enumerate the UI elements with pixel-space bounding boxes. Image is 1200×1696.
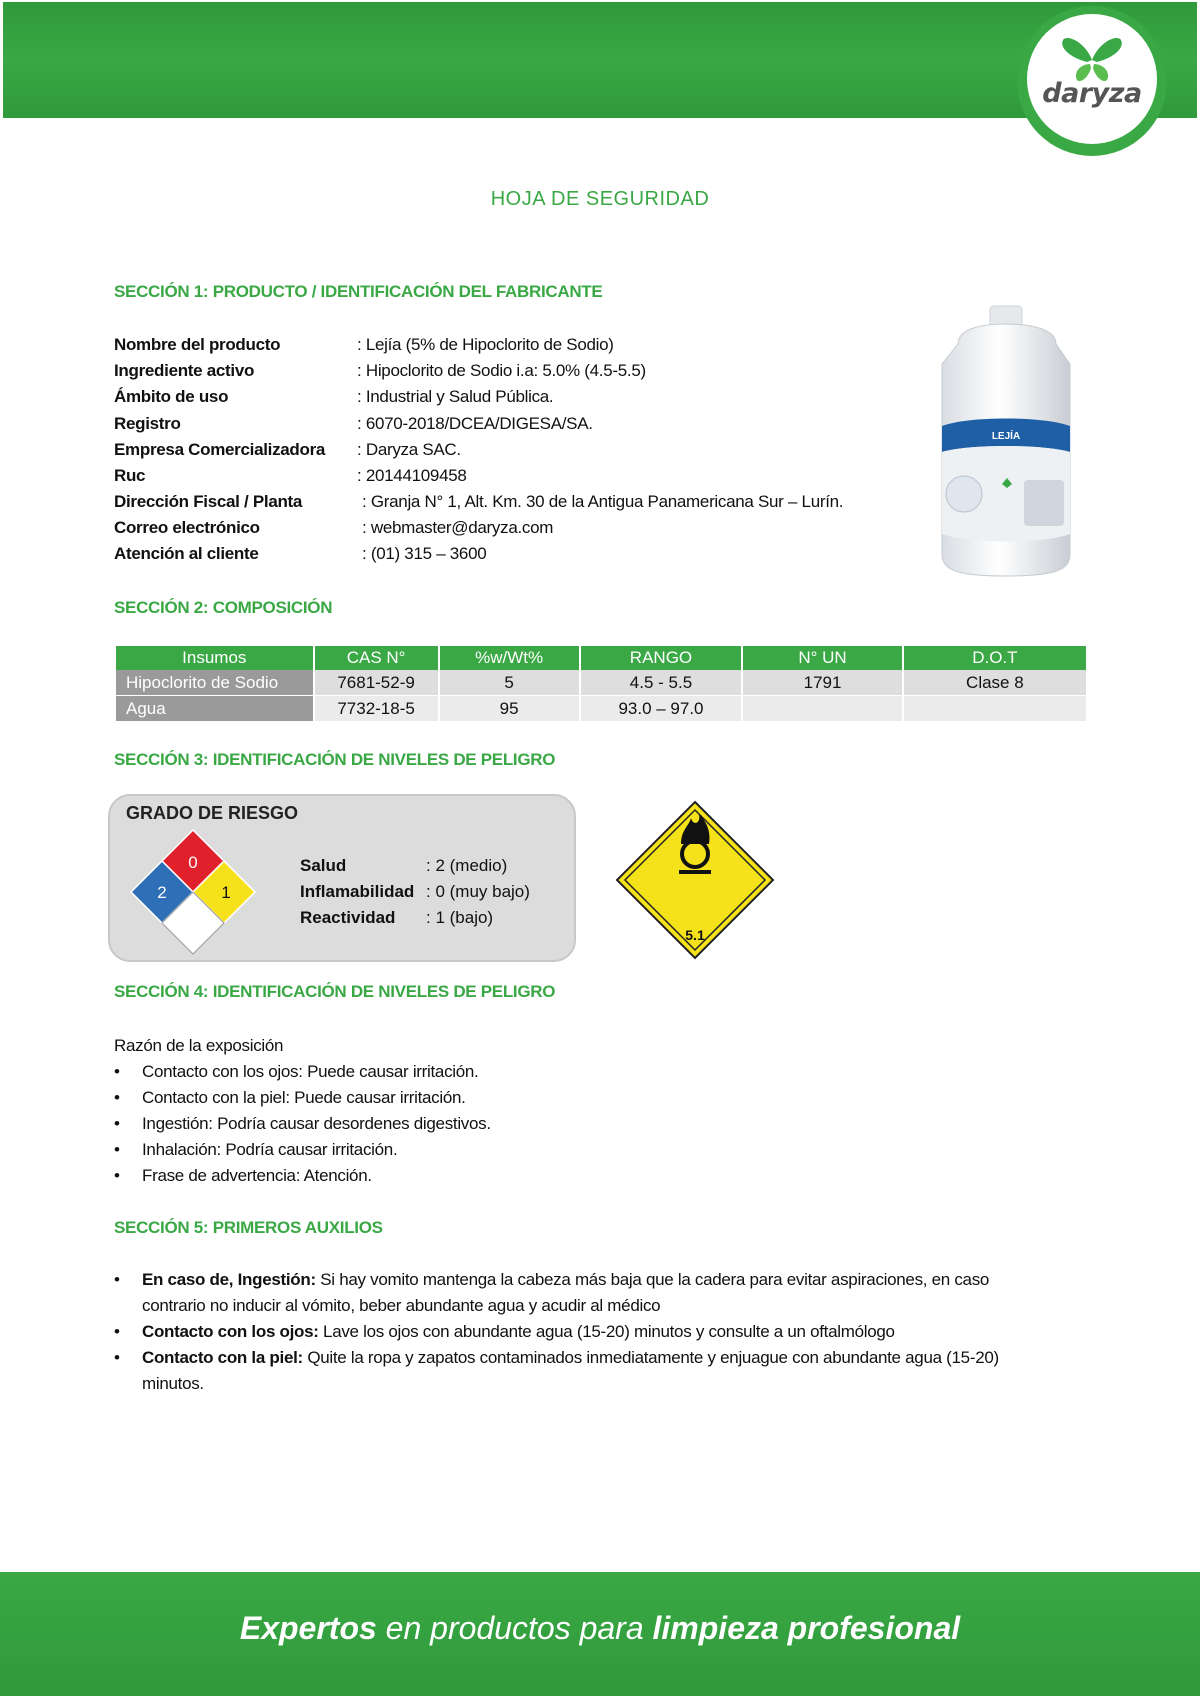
nfpa-health-value: 2 [157,883,167,902]
table-cell: 7681-52-9 [315,670,438,696]
table-cell: 7732-18-5 [315,696,438,722]
info-label-scope: Ámbito de uso [114,387,229,406]
first-aid-text-continued: minutos. [142,1374,204,1393]
composition-table [114,646,1088,722]
risk-label-health: Salud [300,856,347,875]
first-aid-text: Quite la ropa y zapatos contaminados inmediatamente y enjuague con abundante agua (15-20) [302,1348,999,1367]
table-cell: Hipoclorito de Sodio [116,670,313,696]
nfpa-diamond-icon [128,828,258,958]
info-label-company: Empresa Comercializadora [114,440,326,459]
info-value-email: : webmaster@daryza.com [362,518,554,537]
info-label-active: Ingrediente activo [114,361,255,380]
table-cell: 95 [440,696,579,722]
table-header-row [116,646,1086,670]
section5-heading: SECCIÓN 5: PRIMEROS AUXILIOS [114,1218,383,1237]
risk-label-flammability: Inflamabilidad [300,882,415,901]
header-band [3,2,1197,118]
brand-logo-text: daryza [1042,78,1142,109]
info-value-support: : (01) 315 – 3600 [362,544,487,563]
risk-value-flammability: : 0 (muy bajo) [426,882,530,901]
info-label-registry: Registro [114,414,181,433]
info-value-product: : Lejía (5% de Hipoclorito de Sodio) [357,335,614,354]
list-item-text: Inhalación: Podría causar irritación. [142,1140,398,1159]
table-cell: Clase 8 [904,670,1086,696]
table-cell [904,696,1086,722]
info-value-active: : Hipoclorito de Sodio i.a: 5.0% (4.5-5.5) [357,361,646,380]
bottle-label-text: LEJÍA [991,431,1021,442]
table-header-cell: D.O.T [904,646,1086,670]
nfpa-reactivity-value: 1 [221,883,231,902]
info-value-company: : Daryza SAC. [357,440,461,459]
table-row [116,670,1086,696]
info-value-scope: : Industrial y Salud Pública. [357,387,554,406]
hazard-class-number: 5.1 [685,927,705,943]
footer-slogan [0,1610,1200,1647]
section4-heading: SECCIÓN 4: IDENTIFICACIÓN DE NIVELES DE PELIGRO [114,982,556,1001]
info-value-registry: : 6070-2018/DCEA/DIGESA/SA. [357,414,593,433]
table-cell: 5 [440,670,579,696]
section2-heading: SECCIÓN 2: COMPOSICIÓN [114,598,333,617]
exposure-intro: Razón de la exposición [114,1036,284,1055]
nfpa-flammability-value: 0 [188,853,198,872]
first-aid-text-continued: contrario no inducir al vómito, beber abundante agua y acudir al médico [142,1296,661,1315]
footer-slogan-part3: limpieza profesional [652,1610,961,1646]
table-header-cell: CAS N° [315,646,438,670]
info-value-ruc: : 20144109458 [357,466,467,485]
info-label-support: Atención al cliente [114,544,259,563]
footer-slogan-part1: Expertos [239,1610,377,1646]
first-aid-label: Contacto con la piel: [142,1348,303,1367]
table-cell: 1791 [743,670,901,696]
first-aid-label: Contacto con los ojos: [142,1322,319,1341]
table-header-cell: Insumos [116,646,313,670]
document-title: HOJA DE SEGURIDAD [490,188,710,210]
first-aid-label: En caso de, Ingestión: [142,1270,316,1289]
table-row [116,696,1086,722]
list-item-text: Frase de advertencia: Atención. [142,1166,372,1185]
risk-label-reactivity: Reactividad [300,908,396,927]
first-aid-text: Lave los ojos con abundante agua (15-20) minutos y consulte a un oftalmólogo [318,1322,895,1341]
list-item-text: Contacto con la piel: Puede causar irritación. [142,1088,466,1107]
table-header-cell: %w/Wt% [440,646,579,670]
risk-value-health: : 2 (medio) [426,856,508,875]
section1-heading: SECCIÓN 1: PRODUCTO / IDENTIFICACIÓN DEL FABRICANTE [114,282,603,301]
table-cell: 93.0 – 97.0 [581,696,742,722]
table-cell [743,696,901,722]
product-bottle-image [928,304,1084,580]
table-cell: 4.5 - 5.5 [581,670,742,696]
info-label-ruc: Ruc [114,466,146,485]
table-cell: Agua [116,696,313,722]
first-aid-text: Si hay vomito mantenga la cabeza más baja que la cadera para evitar aspiraciones, en caso [315,1270,990,1289]
info-label-product: Nombre del producto [114,335,281,354]
info-value-address: : Granja N° 1, Alt. Km. 30 de la Antigua Panamericana Sur – Lurín. [362,492,844,511]
risk-grade-title: GRADO DE RIESGO [126,803,299,823]
list-item-text: Contacto con los ojos: Puede causar irritación. [142,1062,479,1081]
risk-value-reactivity: : 1 (bajo) [426,908,494,927]
table-header-cell: N° UN [743,646,901,670]
info-label-address: Dirección Fiscal / Planta [114,492,303,511]
footer-slogan-part2: en productos para [376,1610,653,1646]
info-label-email: Correo electrónico [114,518,260,537]
oxidizer-hazard-icon [615,800,775,960]
table-header-cell: RANGO [581,646,742,670]
list-item-text: Ingestión: Podría causar desordenes digestivos. [142,1114,491,1133]
section3-heading: SECCIÓN 3: IDENTIFICACIÓN DE NIVELES DE PELIGRO [114,750,556,769]
